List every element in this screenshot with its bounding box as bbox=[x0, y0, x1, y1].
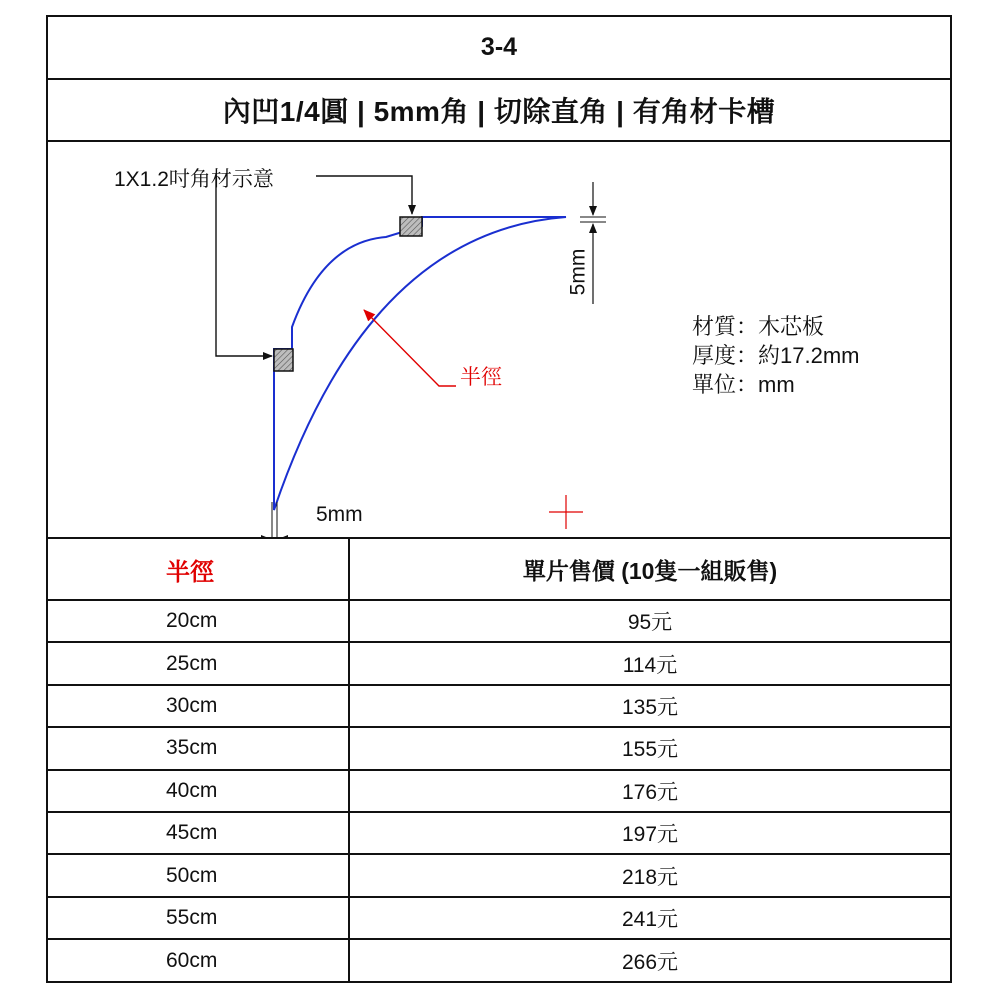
cell-price: 176元 bbox=[621, 780, 679, 804]
profile-outline bbox=[274, 217, 566, 510]
table-row bbox=[48, 813, 950, 855]
cell-radius: 55cm bbox=[48, 898, 350, 938]
unit-line: 單位：mm bbox=[692, 372, 795, 397]
cell-price: 135元 bbox=[621, 695, 679, 719]
cell-price: 266元 bbox=[621, 951, 679, 975]
radius-label: 半徑 bbox=[460, 366, 502, 389]
table-row bbox=[48, 855, 950, 897]
profile-diagram bbox=[48, 142, 950, 539]
table-row bbox=[48, 643, 950, 685]
cell-price: 218元 bbox=[621, 865, 679, 889]
radius-arrow bbox=[364, 310, 456, 386]
table-row bbox=[48, 898, 950, 940]
material-line: 材質：木芯板 bbox=[692, 314, 825, 339]
table-row bbox=[48, 601, 950, 643]
price-table bbox=[48, 539, 950, 983]
callout-leader-lower bbox=[216, 176, 272, 356]
material-info bbox=[692, 312, 859, 399]
cell-radius: 30cm bbox=[48, 686, 350, 726]
table-row bbox=[48, 940, 950, 982]
table-row bbox=[48, 771, 950, 813]
lower-batten-section bbox=[274, 349, 293, 371]
dim-horizontal-label: 5mm bbox=[316, 503, 363, 526]
cell-price: 155元 bbox=[621, 738, 679, 762]
cell-price: 95元 bbox=[627, 611, 673, 635]
header-price: 單片售價 (10隻一組販售) bbox=[522, 557, 778, 584]
product-sheet bbox=[46, 15, 952, 983]
cell-radius: 60cm bbox=[48, 940, 350, 982]
cell-radius: 45cm bbox=[48, 813, 350, 853]
cell-price: 197元 bbox=[621, 823, 679, 847]
header-radius: 半徑 bbox=[48, 539, 350, 599]
cell-radius: 35cm bbox=[48, 728, 350, 768]
cell-price: 241元 bbox=[621, 907, 679, 931]
table-row bbox=[48, 686, 950, 728]
thickness-line: 厚度：約17.2mm bbox=[692, 343, 860, 368]
product-code: 3-4 bbox=[48, 17, 950, 80]
table-header-row bbox=[48, 539, 950, 601]
cell-radius: 50cm bbox=[48, 855, 350, 895]
table-row bbox=[48, 728, 950, 770]
cell-price: 114元 bbox=[622, 653, 678, 677]
callout-leader bbox=[316, 176, 412, 214]
product-subtitle: 內凹1/4圓 | 5mm角 | 切除直角 | 有角材卡槽 bbox=[48, 80, 950, 142]
dim-vertical-label: 5mm bbox=[566, 248, 590, 296]
batten-callout-label: 1X1.2吋角材示意 bbox=[114, 168, 274, 191]
cell-radius: 40cm bbox=[48, 771, 350, 811]
upper-batten-section bbox=[400, 217, 422, 236]
cell-radius: 20cm bbox=[48, 601, 350, 641]
cell-radius: 25cm bbox=[48, 643, 350, 683]
